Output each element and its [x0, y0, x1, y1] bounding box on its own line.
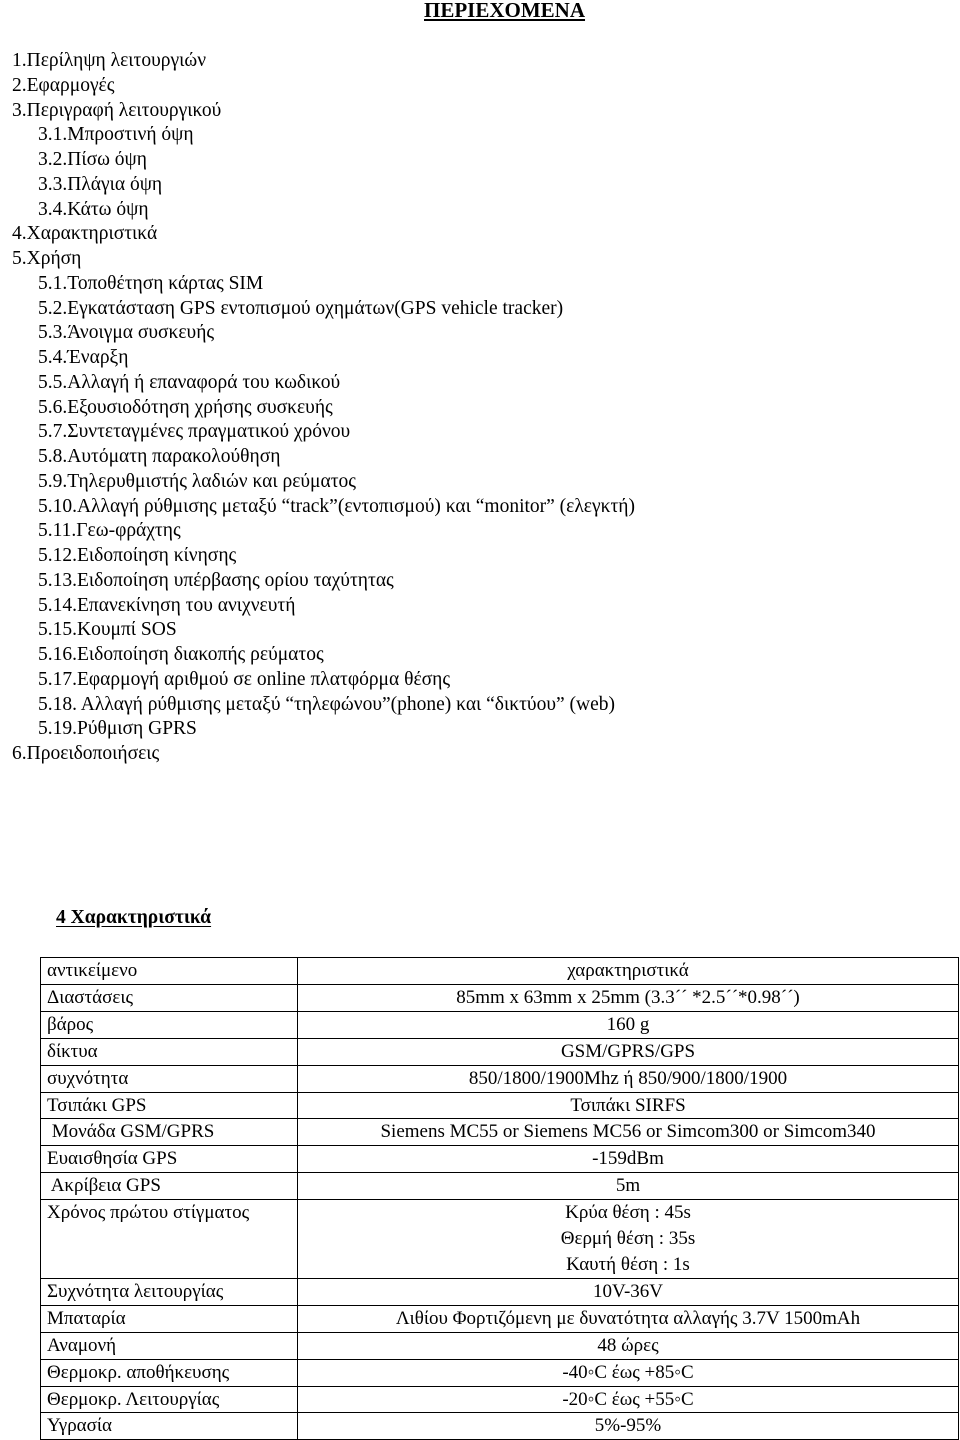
- table-row: [41, 1278, 959, 1305]
- toc-item: 5.12.Ειδοποίηση κίνησης: [38, 545, 237, 566]
- spec-name-cell: Μονάδα GSM/GPRS: [41, 1119, 298, 1146]
- spec-value-line: Κρύα θέση : 45s: [565, 1202, 691, 1224]
- spec-value-cell: [298, 1413, 959, 1440]
- toc-item: 5.5.Αλλαγή ή επαναφορά του κωδικού: [38, 371, 341, 393]
- spec-value-line: -159dBm: [592, 1148, 664, 1170]
- spec-name-cell: Συχνότητα λειτουργίας: [41, 1278, 298, 1305]
- toc-item: 3.3.Πλάγια όψη: [38, 173, 163, 195]
- toc-item: 5.10.Αλλαγή ρύθμισης μεταξύ “track”(εντοπισμού) και “monitor” (ελεγκτή): [38, 495, 635, 517]
- header-key-cell: αντικείμενο: [41, 958, 298, 985]
- spec-value-cell: [298, 1200, 959, 1279]
- table-row: [41, 1119, 959, 1146]
- spec-value-line: 10V-36V: [592, 1280, 664, 1302]
- spec-value-line: Τσιπάκι SIRFS: [570, 1094, 686, 1116]
- toc-item: 5.9.Τηλερυθμιστής λαδιών και ρεύματος: [38, 470, 357, 492]
- toc-item: 5.6.Εξουσιοδότηση χρήσης συσκευής: [38, 396, 333, 418]
- table-header-row: [41, 958, 959, 985]
- section-heading: 4 Χαρακτηριστικά: [56, 907, 212, 928]
- spec-value-line: Καυτή θέση : 1s: [566, 1253, 690, 1275]
- toc-item: 6.Προειδοποιήσεις: [12, 743, 160, 764]
- toc-item: 5.14.Επανεκίνηση του ανιχνευτή: [38, 594, 296, 616]
- spec-name-cell: Υγρασία: [41, 1413, 298, 1440]
- spec-value-line: Θερμή θέση : 35s: [560, 1228, 696, 1250]
- toc-item: 5.17.Εφαρμογή αριθμού σε online πλατφόρμα θέσης: [38, 668, 451, 690]
- spec-value-cell: [298, 1065, 959, 1092]
- table-row: [41, 1305, 959, 1332]
- toc-item: 5.Χρήση: [12, 248, 82, 269]
- spec-name-cell: συχνότητα: [41, 1065, 298, 1092]
- table-row: [41, 984, 959, 1011]
- spec-value-line: -40◦C έως +85◦C: [562, 1361, 694, 1383]
- spec-name-cell: δίκτυα: [41, 1038, 298, 1065]
- table-row: [41, 1065, 959, 1092]
- spec-value-line: -20◦C έως +55◦C: [562, 1388, 694, 1410]
- toc-item: 3.2.Πίσω όψη: [38, 149, 147, 170]
- spec-value-line: Siemens MC55 or Siemens MC56 or Simcom300 or Simcom340: [380, 1121, 876, 1143]
- table-row: [41, 1011, 959, 1038]
- toc-item: 5.16.Ειδοποίηση διακοπής ρεύματος: [38, 644, 324, 665]
- table-row: [41, 1173, 959, 1200]
- toc-item: 3.4.Κάτω όψη: [38, 198, 149, 220]
- toc-item: 5.11.Γεω-φράχτης: [38, 520, 181, 542]
- spec-value-cell: [298, 984, 959, 1011]
- spec-value-line: Λιθίου Φορτιζόμενη με δυνατότητα αλλαγής 3.7V 1500mAh: [395, 1307, 861, 1329]
- toc-item: 3.1.Μπροστινή όψη: [38, 124, 194, 146]
- toc-item: 5.2.Εγκατάσταση GPS εντοπισμού οχημάτων(GPS vehicle tracker): [38, 297, 564, 319]
- spec-value-cell: [298, 1092, 959, 1119]
- specifications-table: [40, 957, 959, 1440]
- spec-name-cell: Χρόνος πρώτου στίγματος: [41, 1200, 298, 1279]
- toc-item: 5.1.Τοποθέτηση κάρτας SIM: [38, 272, 264, 294]
- toc-item: 4.Χαρακτηριστικά: [12, 223, 158, 245]
- spec-value-line: GSM/GPRS/GPS: [560, 1040, 696, 1062]
- table-row: [41, 1146, 959, 1173]
- spec-name-cell: Θερμοκρ. αποθήκευσης: [41, 1359, 298, 1386]
- toc-item: 1.Περίληψη λειτουργιών: [12, 50, 207, 71]
- table-row: [41, 1092, 959, 1119]
- toc-item: 5.7.Συντεταγμένες πραγματικού χρόνου: [38, 421, 351, 443]
- table-row: [41, 1038, 959, 1065]
- spec-name-cell: Ακρίβεια GPS: [41, 1173, 298, 1200]
- spec-value-cell: [298, 1278, 959, 1305]
- toc-item: 5.3.Άνοιγμα συσκευής: [38, 322, 215, 344]
- toc-item: 5.15.Κουμπί SOS: [38, 619, 177, 641]
- spec-value-cell: [298, 1359, 959, 1386]
- spec-value-line: 5m: [615, 1175, 641, 1197]
- spec-name-cell: βάρος: [41, 1011, 298, 1038]
- spec-value-cell: [298, 1119, 959, 1146]
- header-value-cell: χαρακτηριστικά: [298, 958, 959, 985]
- toc-item: 2.Εφαρμογές: [12, 74, 115, 96]
- spec-value-cell: [298, 1386, 959, 1413]
- spec-value-cell: [298, 1305, 959, 1332]
- toc-item: 5.8.Αυτόματη παρακολούθηση: [38, 446, 281, 467]
- toc-item: 3.Περιγραφή λειτουργικού: [12, 99, 222, 121]
- spec-value-line: 48 ώρες: [597, 1334, 659, 1356]
- spec-name-cell: Μπαταρία: [41, 1305, 298, 1332]
- toc-item: 5.18. Αλλαγή ρύθμισης μεταξύ “τηλεφώνου”(phone) και “δικτύου” (web): [38, 693, 615, 715]
- toc-item: 5.4.Έναρξη: [38, 347, 129, 368]
- spec-name-cell: Τσιπάκι GPS: [41, 1092, 298, 1119]
- spec-name-cell: Θερμοκρ. Λειτουργίας: [41, 1386, 298, 1413]
- spec-value-cell: [298, 1146, 959, 1173]
- toc-item: 5.13.Ειδοποίηση υπέρβασης ορίου ταχύτητας: [38, 569, 394, 591]
- spec-value-cell: [298, 1011, 959, 1038]
- spec-name-cell: Αναμονή: [41, 1332, 298, 1359]
- table-row: [41, 1359, 959, 1386]
- spec-value-cell: [298, 1173, 959, 1200]
- spec-value-line: 85mm x 63mm x 25mm (3.3´´ *2.5´´*0.98´´): [456, 986, 800, 1008]
- toc-title: ΠΕΡΙΕΧΟΜΕΝΑ: [424, 0, 586, 22]
- table-row: [41, 1386, 959, 1413]
- table-row: [41, 1200, 959, 1279]
- table-row: [41, 1413, 959, 1440]
- spec-value-line: 850/1800/1900Mhz ή 850/900/1800/1900: [468, 1067, 788, 1089]
- spec-name-cell: Διαστάσεις: [41, 984, 298, 1011]
- spec-value-line: 160 g: [606, 1013, 650, 1035]
- table-row: [41, 1332, 959, 1359]
- toc-item: 5.19.Ρύθμιση GPRS: [38, 718, 197, 740]
- spec-value-cell: [298, 1332, 959, 1359]
- spec-value-line: 5%-95%: [594, 1415, 662, 1437]
- spec-name-cell: Ευαισθησία GPS: [41, 1146, 298, 1173]
- spec-value-cell: [298, 1038, 959, 1065]
